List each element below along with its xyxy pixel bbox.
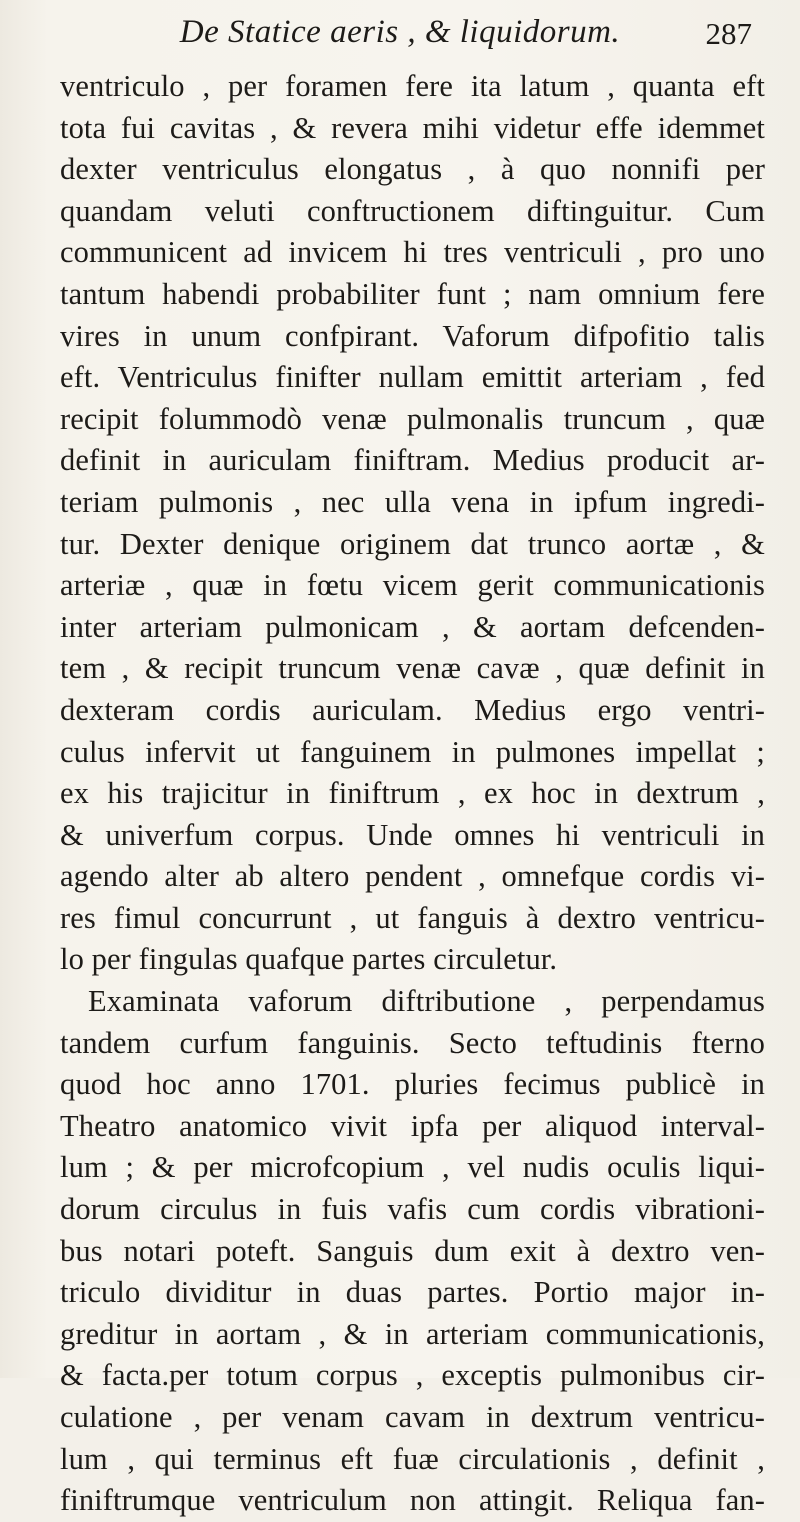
text-line: inter arteriam pulmonicam , & aortam defcenden- — [60, 609, 765, 644]
body-text — [60, 66, 765, 1522]
text-line: quod hoc anno 1701. pluries fecimus publicè in — [60, 1067, 765, 1102]
text-line: greditur in aortam , & in arteriam communicationis, — [60, 1316, 765, 1351]
text-line: lum ; & per microfcopium , vel nudis oculis liqui- — [60, 1150, 765, 1185]
running-head — [0, 14, 800, 64]
text-line: lo per fingulas quafque partes circuletur. — [60, 942, 558, 977]
text-line: ex his trajicitur in finiftrum , ex hoc in dextrum , — [60, 776, 765, 811]
text-line: culus infervit ut fanguinem in pulmones impellat ; — [60, 734, 765, 769]
text-line: eft. Ventriculus finifter nullam emittit arteriam , fed — [60, 360, 765, 395]
text-line: definit in auriculam finiftram. Medius producit ar- — [60, 443, 765, 478]
text-line: culatione , per venam cavam in dextrum ventricu- — [60, 1400, 765, 1434]
text-line: recipit folummodò venæ pulmonalis truncum , quæ — [60, 401, 765, 436]
text-line: Examinata vaforum diftributione , perpendamus — [88, 984, 765, 1019]
text-line: tantum habendi probabiliter funt ; nam omnium fere — [60, 276, 765, 311]
text-line: & facta.per totum corpus , exceptis pulmonibus cir- — [60, 1358, 765, 1393]
page-number: 287 — [705, 16, 752, 51]
text-line: tota fui cavitas , & revera mihi videtur effe idemmet — [60, 110, 765, 145]
text-line: ventriculo , per foramen fere ita latum , quanta eft — [60, 69, 765, 103]
text-line: agendo alter ab altero pendent , omnefque cordis vi- — [60, 859, 765, 894]
text-line: tem , & recipit truncum venæ cavæ , quæ definit in — [60, 651, 765, 686]
text-line: & univerfum corpus. Unde omnes hi ventriculi in — [60, 817, 765, 852]
text-line: dexter ventriculus elongatus , à quo nonnifi per — [60, 152, 765, 187]
text-line: finiftrumque ventriculum non attingit. Reliqua fan- — [60, 1483, 765, 1518]
text-line: arteriæ , quæ in fœtu vicem gerit communicationis — [60, 568, 765, 603]
text-line: dexteram cordis auriculam. Medius ergo ventri- — [60, 692, 765, 727]
text-line: triculo dividitur in duas partes. Portio major in- — [60, 1275, 765, 1310]
running-title: De Statice aeris , & liquidorum. — [179, 14, 621, 50]
text-line: quandam veluti conftructionem diftinguitur. Cum — [60, 193, 765, 228]
text-line: Theatro anatomico vivit ipfa per aliquod interval- — [60, 1108, 765, 1143]
text-line: vires in unum confpirant. Vaforum difpofitio talis — [60, 318, 765, 353]
text-line: dorum circulus in fuis vafis cum cordis vibrationi- — [60, 1192, 765, 1227]
text-line: tur. Dexter denique originem dat trunco aortæ , & — [60, 526, 765, 561]
text-line: res fimul concurrunt , ut fanguis à dextro ventricu- — [60, 900, 765, 935]
text-line: communicent ad invicem hi tres ventriculi , pro uno — [60, 235, 765, 270]
text-line: lum , qui terminus eft fuæ circulationis , definit , — [60, 1441, 765, 1476]
text-line: bus notari poteft. Sanguis dum exit à dextro ven- — [60, 1233, 765, 1268]
text-line: teriam pulmonis , nec ulla vena in ipfum ingredi- — [60, 484, 765, 519]
text-line: tandem curfum fanguinis. Secto teftudinis fterno — [60, 1025, 765, 1060]
